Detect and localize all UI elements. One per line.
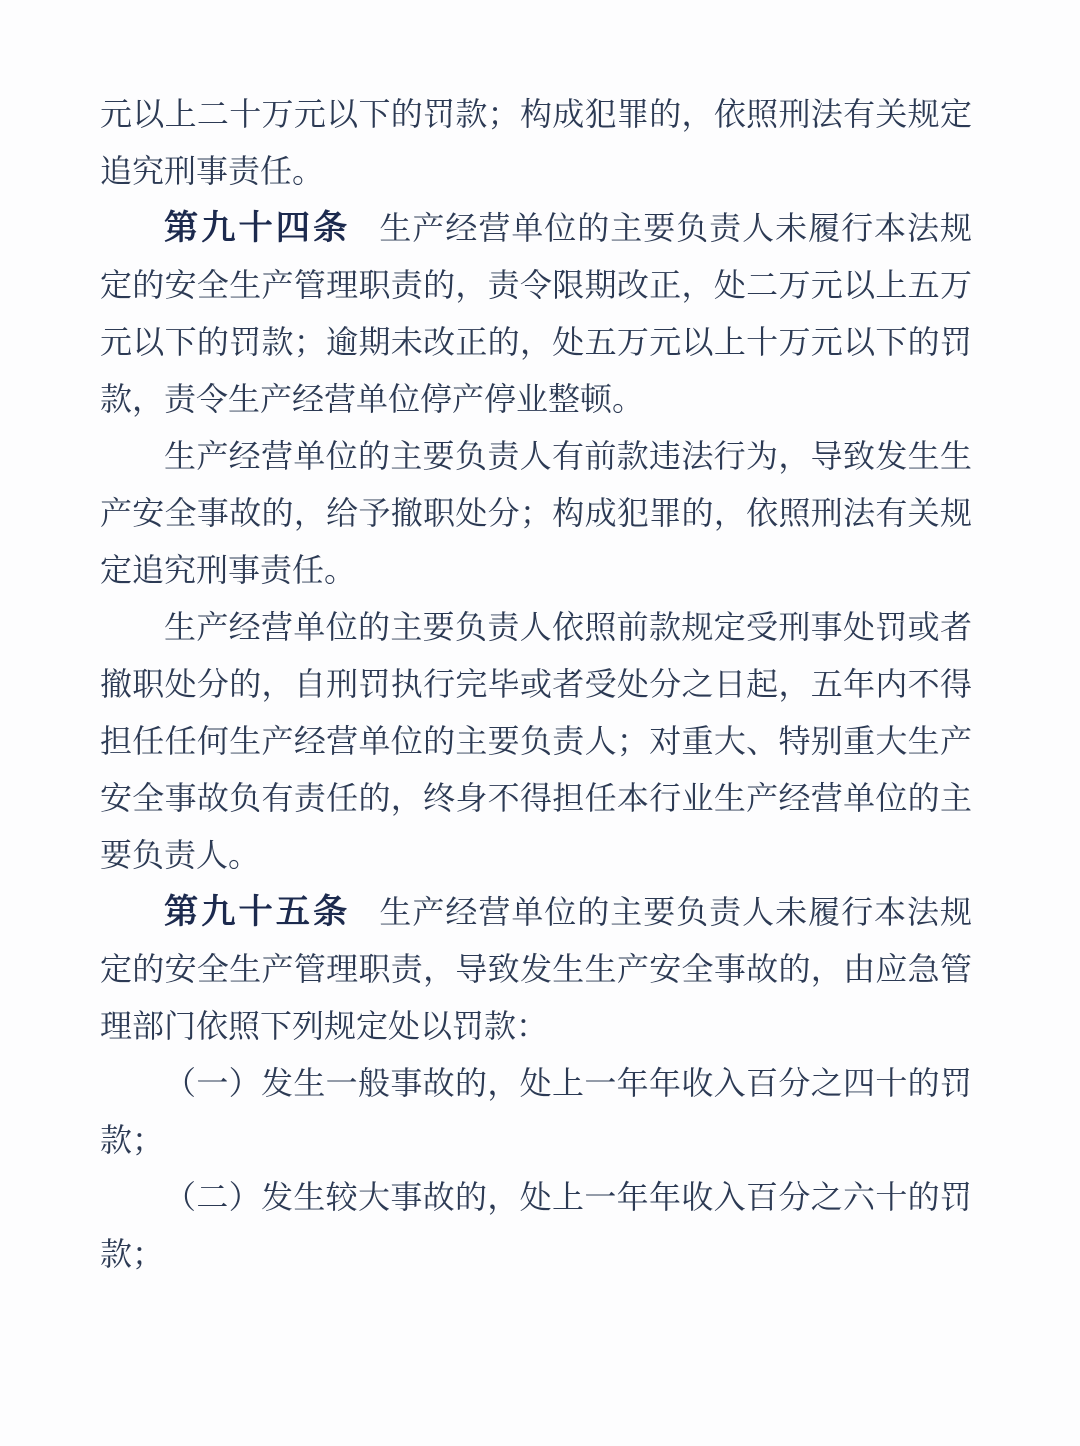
article-number: 第九十五条 [164, 893, 351, 931]
paragraph-text: （一）发生一般事故的，处上一年年收入百分之四十的罚款； [100, 1065, 972, 1158]
paragraph-text: 生产经营单位的主要负责人未履行本法规定的安全生产管理职责的，责令限期改正，处二万元以上五万元以下的罚款；逾期未改正的，处五万元以上十万元以下的罚款，责令生产经营单位停产停业整顿。 [100, 210, 972, 417]
paragraph [100, 428, 972, 599]
paragraph-text: 生产经营单位的主要负责人未履行本法规定的安全生产管理职责，导致发生生产安全事故的，由应急管理部门依照下列规定处以罚款： [100, 894, 972, 1044]
paragraph-text: （二）发生较大事故的，处上一年年收入百分之六十的罚款； [100, 1179, 972, 1272]
article-paragraph [100, 200, 972, 428]
paragraph [100, 1169, 972, 1283]
paragraph [100, 1055, 972, 1169]
paragraph [100, 86, 972, 200]
paragraph [100, 599, 972, 884]
law-text-body [100, 86, 972, 1283]
paragraph-text: 生产经营单位的主要负责人有前款违法行为，导致发生生产安全事故的，给予撤职处分；构成犯罪的，依照刑法有关规定追究刑事责任。 [100, 438, 972, 588]
article-paragraph [100, 884, 972, 1055]
paragraph-text: 生产经营单位的主要负责人依照前款规定受刑事处罚或者撤职处分的，自刑罚执行完毕或者受处分之日起，五年内不得担任任何生产经营单位的主要负责人；对重大、特别重大生产安全事故负有责任的，终身不得担任本行业生产经营单位的主要负责人。 [100, 609, 972, 873]
article-number: 第九十四条 [164, 209, 351, 247]
paragraph-text: 元以上二十万元以下的罚款；构成犯罪的，依照刑法有关规定追究刑事责任。 [100, 96, 972, 189]
